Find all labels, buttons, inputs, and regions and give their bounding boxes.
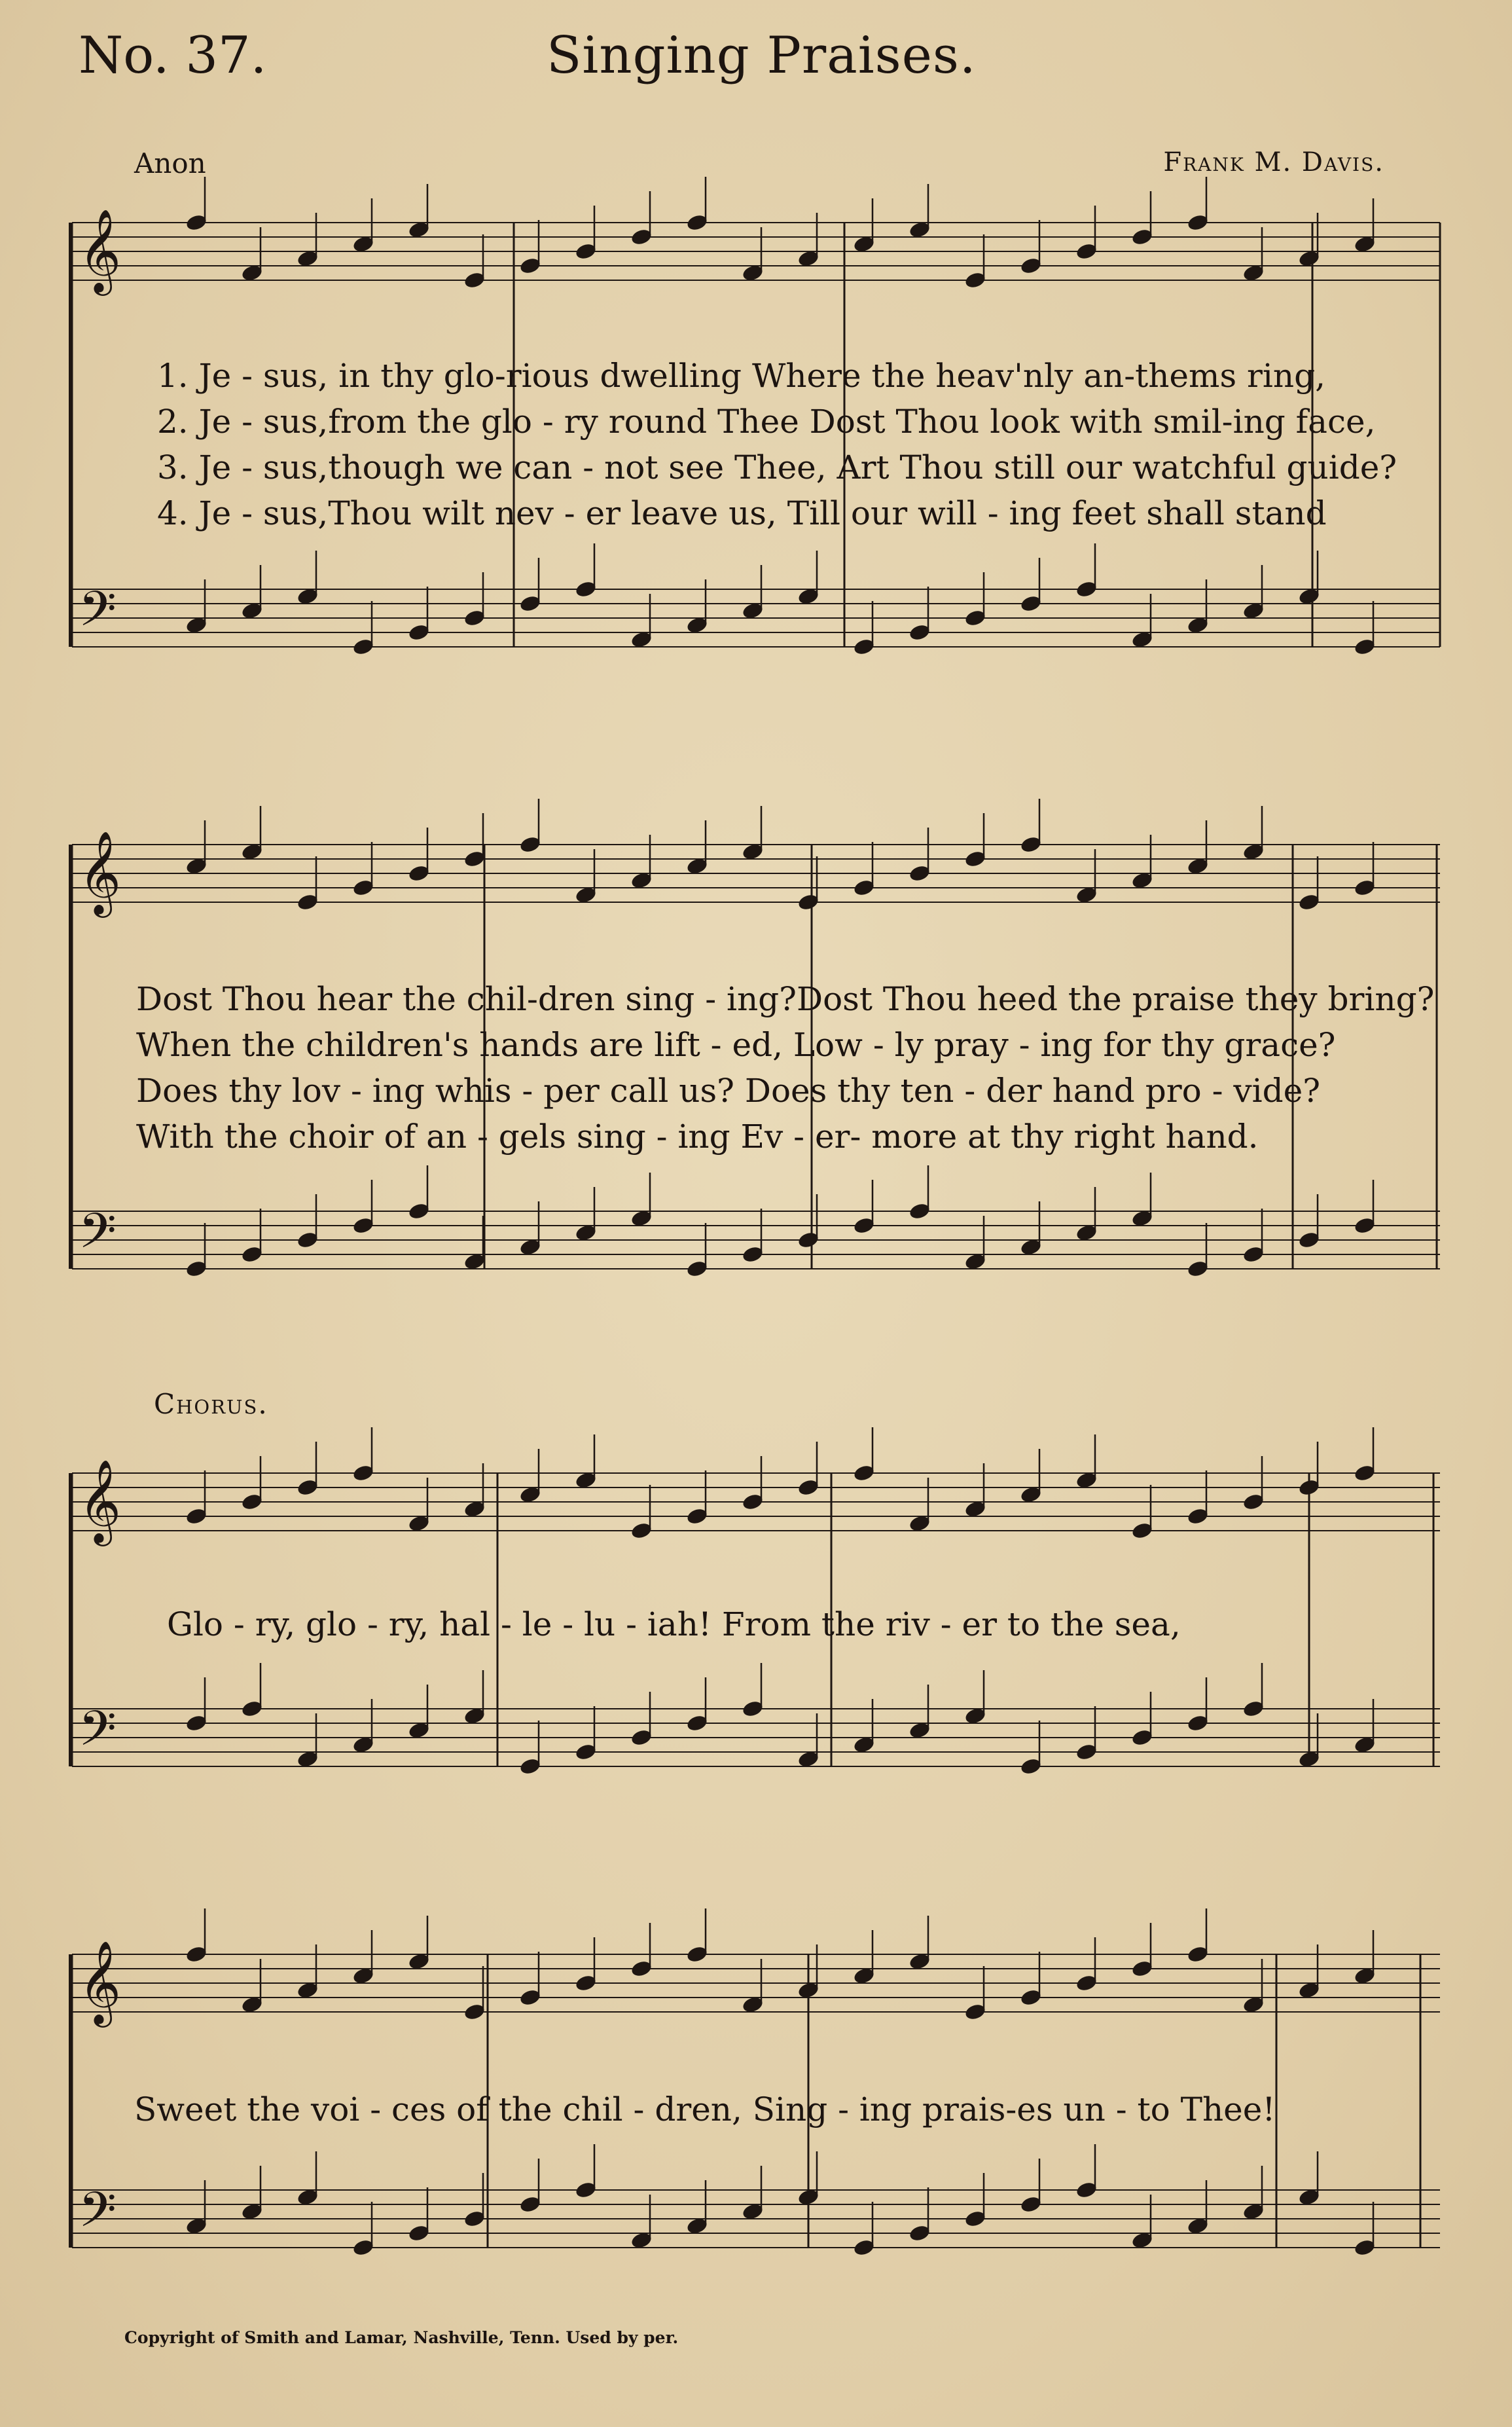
bass-clef-icon: 𝄢 xyxy=(79,581,117,649)
verse-line-1b: Dost Thou hear the chil-dren sing - ing?Dost Thou heed the praise they bring? xyxy=(136,980,1435,1018)
chorus-label: Chorus. xyxy=(154,1388,268,1420)
treble-clef-icon: 𝄞 xyxy=(79,830,122,914)
staff-systems xyxy=(71,177,1440,2257)
composer-credit: Frank M. Davis. xyxy=(1163,147,1384,177)
verse-line-2a: 2. Je - sus,from the glo - ry round Thee Dost Thou look with smil-ing face, xyxy=(157,403,1376,441)
bass-clef-icon: 𝄢 xyxy=(79,1700,117,1769)
verse-line-1a: 1. Je - sus, in thy glo-rious dwelling Where the heav'nly an-thems ring, xyxy=(157,357,1325,395)
bass-clef-icon: 𝄢 xyxy=(79,1203,117,1271)
tune-credit: Anon xyxy=(134,147,206,179)
chorus-line-2: Sweet the voi - ces of the chil - dren, Sing - ing prais-es un - to Thee! xyxy=(134,2090,1276,2128)
treble-clef-icon: 𝄞 xyxy=(79,208,122,292)
hymn-number: No. 37. xyxy=(79,26,267,85)
verse-line-2b: When the children's hands are lift - ed, Low - ly pray - ing for thy grace? xyxy=(136,1026,1336,1064)
verse-line-4a: 4. Je - sus,Thou wilt nev - er leave us, Till our will - ing feet shall stand xyxy=(157,494,1327,532)
chorus-line-1: Glo - ry, glo - ry, hal - le - lu - iah! From the riv - er to the sea, xyxy=(167,1605,1181,1643)
treble-clef-icon: 𝄞 xyxy=(79,1459,122,1542)
verse-line-3a: 3. Je - sus,though we can - not see Thee, Art Thou still our watchful guide? xyxy=(157,448,1397,486)
verse-line-3b: Does thy lov - ing whis - per call us? Does thy ten - der hand pro - vide? xyxy=(136,1072,1321,1110)
copyright-notice: Copyright of Smith and Lamar, Nashville, Tenn. Used by per. xyxy=(124,2328,679,2347)
bass-clef-icon: 𝄢 xyxy=(79,2181,117,2250)
treble-clef-icon: 𝄞 xyxy=(79,1940,122,2024)
hymn-title: Singing Praises. xyxy=(547,26,977,85)
verse-line-4b: With the choir of an - gels sing - ing Ev - er- more at thy right hand. xyxy=(136,1118,1259,1156)
